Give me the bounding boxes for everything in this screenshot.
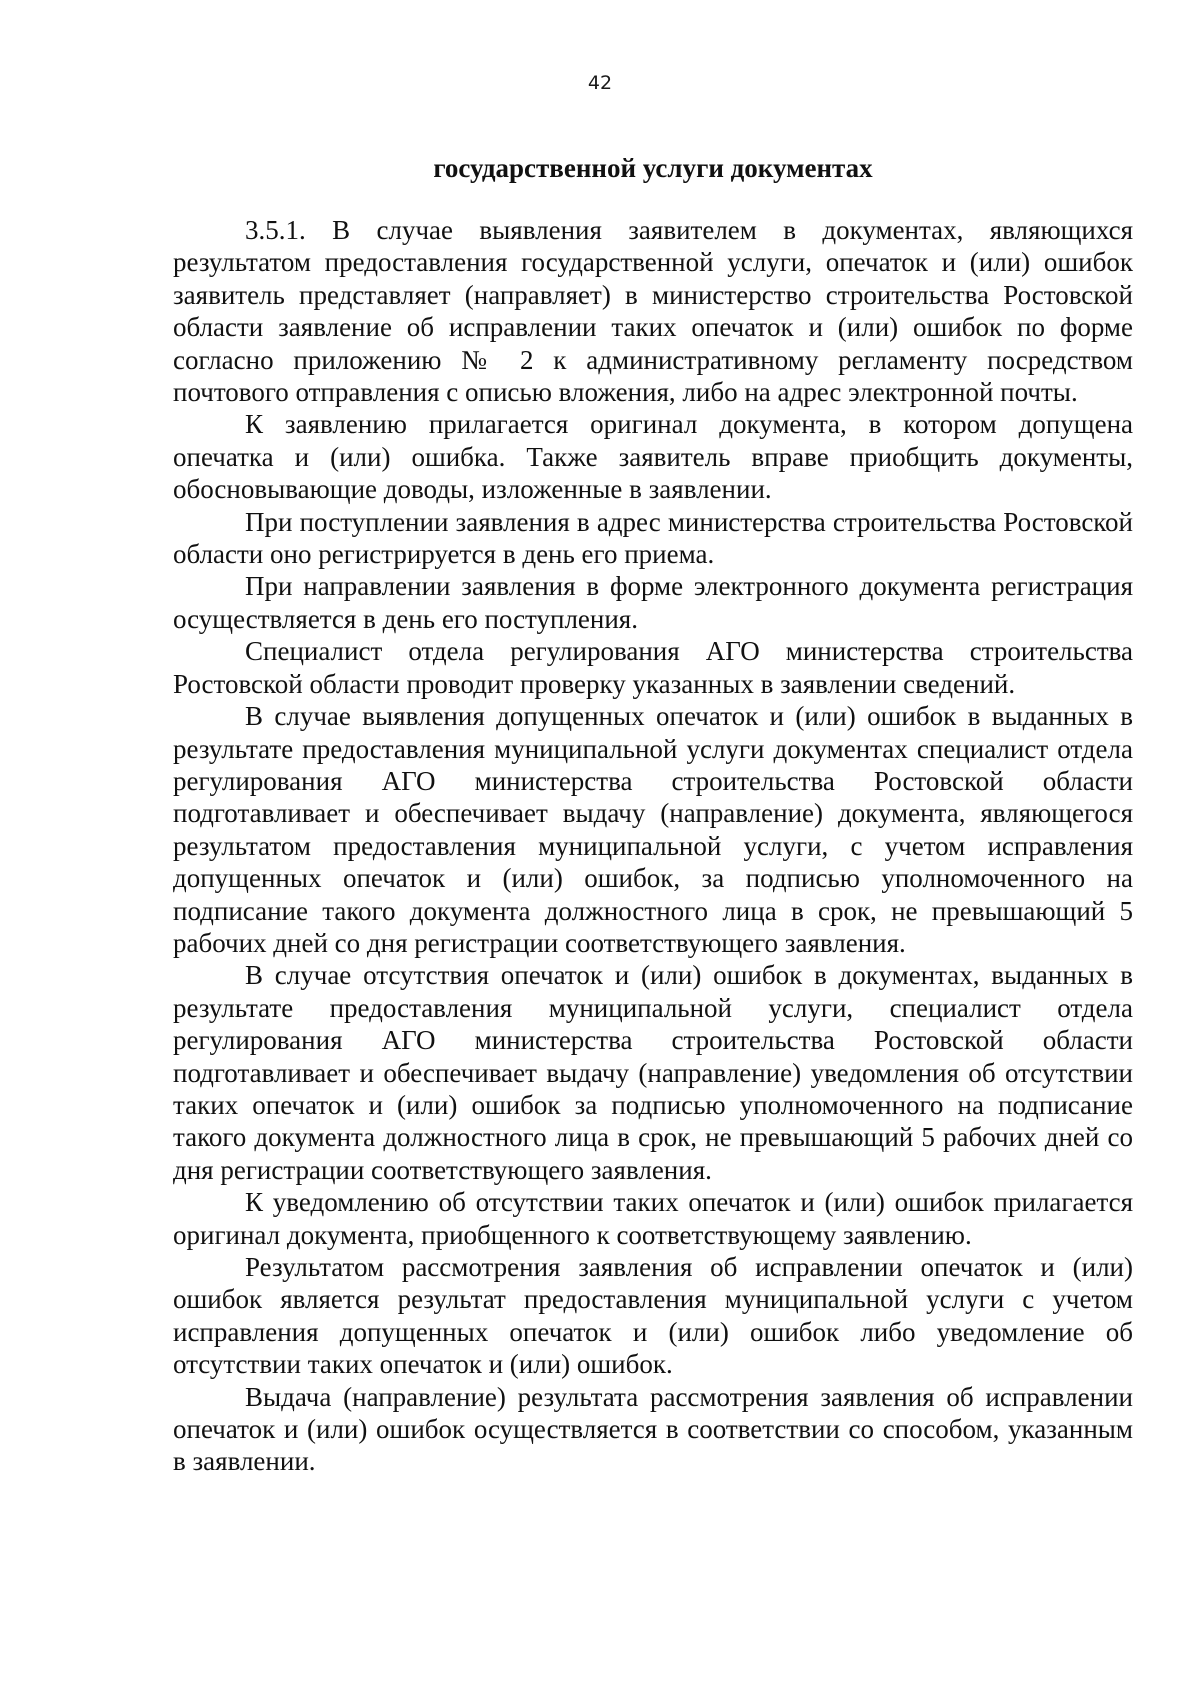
paragraph-errors-found: В случае выявления допущенных опечаток и (или) ошибок в выданных в результате предоставления муниципальной услуги документах специалист отдела регулирования АГО министерства строительства Ростовской области подготавливает и обеспечивает выдачу (направление) документа, являющегося результатом предоставления муниципальной услуги, с учетом исправления допущенных опечаток и (или) ошибок, за подписью уполномоченного на подписание такого документа должностного лица в срок, не превышающий 5 рабочих дней со дня регистрации соответствующего заявления.	[173, 701, 1133, 958]
page-number: 42	[587, 72, 613, 94]
paragraph-attachment: К заявлению прилагается оригинал документа, в котором допущена опечатка и (или) ошибка. Также заявитель вправе приобщить документы, обосновывающие доводы, изложенные в заявлении.	[173, 409, 1133, 505]
paragraph-registration-electronic: При направлении заявления в форме электронного документа регистрация осуществляется в день его поступления.	[173, 571, 1133, 634]
paragraph-issuance: Выдача (направление) результата рассмотрения заявления об исправлении опечаток и (или) ошибок осуществляется в соответствии со способом, указанным в заявлении.	[173, 1381, 1133, 1477]
paragraph-3-5-1: 3.5.1. В случае выявления заявителем в документах, являющихся результатом предоставления государственной услуги, опечаток и (или) ошибок заявитель представляет (направляет) в министерство строительства Ростовской области заявление об исправлении таких опечаток и (или) ошибок по форме согласно приложению № 2 к административному регламенту посредством почтового отправления с описью вложения, либо на адрес электронной почты.	[173, 215, 1133, 408]
paragraph-verification: Специалист отдела регулирования АГО министерства строительства Ростовской области проводит проверку указанных в заявлении сведений.	[173, 636, 1133, 699]
paragraph-review-result: Результатом рассмотрения заявления об исправлении опечаток и (или) ошибок является результат предоставления муниципальной услуги с учетом исправления допущенных опечаток и (или) ошибок либо уведомление об отсутствии таких опечаток и (или) ошибок.	[173, 1252, 1133, 1380]
paragraph-errors-absent: В случае отсутствия опечаток и (или) ошибок в документах, выданных в результате предоставления муниципальной услуги, специалист отдела регулирования АГО министерства строительства Ростовской области подготавливает и обеспечивает выдачу (направление) уведомления об отсутствии таких опечаток и (или) ошибок за подписью уполномоченного на подписание такого документа должностного лица в срок, не превышающий 5 рабочих дней со дня регистрации соответствующего заявления.	[173, 960, 1133, 1185]
paragraph-notification-attachment: К уведомлению об отсутствии таких опечаток и (или) ошибок прилагается оригинал документа, приобщенного к соответствующему заявлению.	[173, 1187, 1133, 1250]
document-body	[173, 152, 1133, 1478]
section-heading: государственной услуги документах	[433, 153, 873, 183]
paragraph-registration-mail: При поступлении заявления в адрес министерства строительства Ростовской области оно регистрируется в день его приема.	[173, 506, 1133, 570]
